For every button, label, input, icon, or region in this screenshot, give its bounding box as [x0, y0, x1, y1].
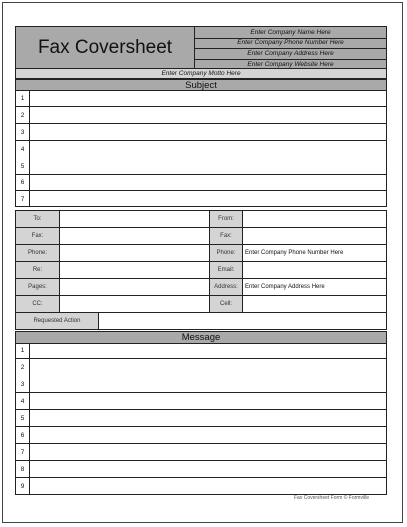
message-line[interactable]: [16, 444, 386, 461]
fields-row: [16, 262, 386, 279]
re-field[interactable]: [60, 262, 210, 278]
fields-row: [16, 296, 386, 313]
phone-field[interactable]: [60, 245, 210, 261]
message-line[interactable]: [16, 410, 386, 427]
to-label: To:: [16, 211, 60, 227]
form-title-text: Fax Coversheet: [37, 36, 173, 58]
requested-action-field[interactable]: [99, 313, 386, 329]
line-number: 2: [16, 359, 30, 376]
cell-field[interactable]: [243, 296, 386, 312]
subject-heading-text: Subject: [185, 79, 217, 91]
sender-fax-label: Fax:: [210, 228, 243, 244]
requested-action-label: Requested Action: [16, 313, 99, 329]
re-label: Re:: [16, 262, 60, 278]
line-number: 5: [16, 158, 30, 174]
pages-label: Pages:: [16, 279, 60, 295]
line-number: 1: [16, 343, 30, 358]
line-number: 7: [16, 444, 30, 460]
message-line[interactable]: [16, 343, 386, 359]
to-field[interactable]: [60, 211, 210, 227]
subject-line[interactable]: [16, 90, 386, 107]
from-label: From:: [210, 211, 243, 227]
from-field[interactable]: [243, 211, 386, 227]
fax-field[interactable]: [60, 228, 210, 244]
line-number: 3: [16, 124, 30, 140]
line-number: 3: [16, 376, 30, 392]
sender-phone-label: Phone:: [210, 245, 243, 261]
company-name-line[interactable]: Enter Company Name Here: [195, 27, 386, 39]
phone-label: Phone:: [16, 245, 60, 261]
subject-line[interactable]: [16, 158, 386, 175]
fields-row: [16, 228, 386, 245]
message-line[interactable]: [16, 393, 386, 410]
fields-row: [16, 245, 386, 262]
cell-label: Cell:: [210, 296, 243, 312]
requested-action-row: [16, 313, 386, 329]
sender-phone-field[interactable]: Enter Company Phone Number Here: [245, 250, 344, 256]
fields-row: [16, 279, 386, 296]
line-number: 5: [16, 410, 30, 426]
subject-lines: [15, 90, 387, 207]
message-line[interactable]: [16, 359, 386, 376]
message-heading-text: Message: [181, 332, 221, 343]
message-line[interactable]: [16, 427, 386, 444]
fields-block: [15, 210, 387, 330]
email-field[interactable]: [243, 262, 386, 278]
footer-credit: Fax Coversheet Form © Formville: [294, 495, 370, 501]
address-field[interactable]: Enter Company Address Here: [245, 284, 325, 290]
company-website-line[interactable]: Enter Company Website Here: [247, 60, 334, 68]
company-phone-line[interactable]: Enter Company Phone Number Here: [195, 38, 386, 50]
pages-field[interactable]: [60, 279, 210, 295]
message-line[interactable]: [16, 461, 386, 478]
email-label: Email:: [210, 262, 243, 278]
line-number: 9: [16, 478, 30, 494]
subject-line[interactable]: [16, 124, 386, 141]
line-number: 2: [16, 107, 30, 123]
message-line[interactable]: [16, 478, 386, 494]
fax-coversheet-page: [2, 2, 403, 523]
line-number: 6: [16, 427, 30, 443]
subject-line[interactable]: [16, 175, 386, 191]
form-title: [15, 26, 195, 69]
company-motto-text: Enter Company Motto Here: [161, 70, 241, 77]
message-lines: [15, 343, 387, 495]
fields-row: [16, 211, 386, 228]
line-number: 7: [16, 191, 30, 207]
cc-field[interactable]: [60, 296, 210, 312]
company-address-line[interactable]: Enter Company Address Here: [195, 48, 386, 60]
line-number: 4: [16, 141, 30, 158]
line-number: 4: [16, 393, 30, 409]
line-number: 1: [16, 90, 30, 106]
sender-fax-field[interactable]: [243, 228, 386, 244]
line-number: 6: [16, 175, 30, 190]
line-number: 8: [16, 461, 30, 477]
subject-line[interactable]: [16, 191, 386, 207]
company-info-box: [194, 26, 387, 69]
address-label: Address:: [210, 279, 243, 295]
subject-line[interactable]: [16, 141, 386, 158]
message-line[interactable]: [16, 376, 386, 393]
fax-label: Fax:: [16, 228, 60, 244]
subject-line[interactable]: [16, 107, 386, 124]
cc-label: CC:: [16, 296, 60, 312]
company-motto[interactable]: [15, 68, 387, 79]
